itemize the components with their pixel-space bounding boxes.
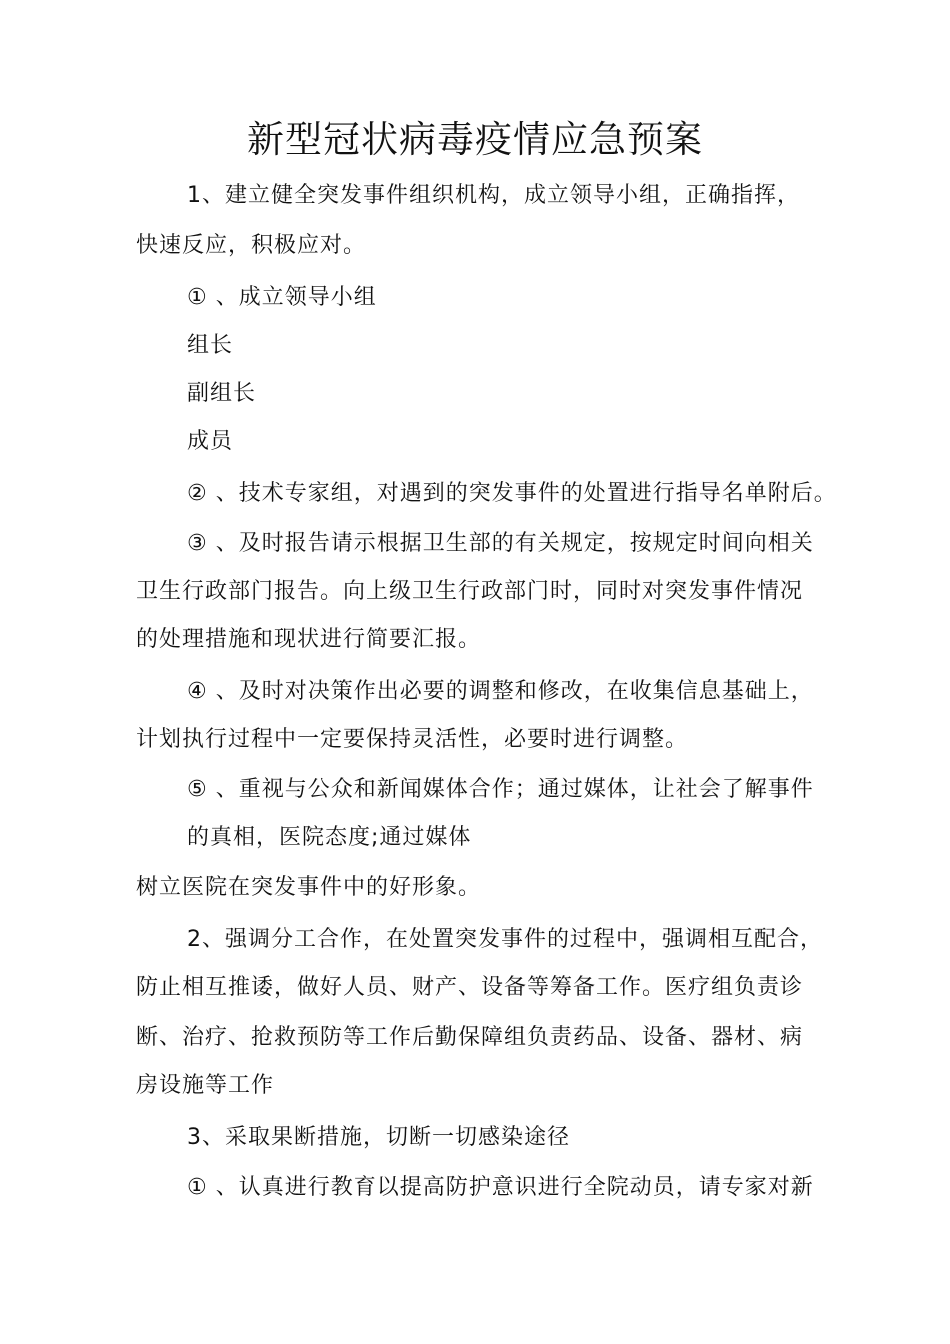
paragraph-line: 的处理措施和现状进行简要汇报。 [136,627,482,652]
paragraph-line: ① 、成立领导小组 [187,285,377,310]
paragraph-line: 房设施等工作 [136,1073,275,1098]
paragraph-line: 1、建立健全突发事件组织机构，成立领导小组，正确指挥， [187,183,800,208]
paragraph-line: 快速反应，积极应对。 [136,233,367,258]
paragraph-line: ① 、认真进行教育以提高防护意识进行全院动员，请专家对新 [187,1175,814,1200]
paragraph-line: ② 、技术专家组，对遇到的突发事件的处置进行指导名单附后。 [187,481,837,506]
paragraph-line: 2、强调分工合作，在处置突发事件的过程中，强调相互配合， [187,927,823,952]
paragraph-line: 副组长 [187,381,257,406]
paragraph-line: 树立医院在突发事件中的好形象。 [136,875,482,900]
paragraph-line: ③ 、及时报告请示根据卫生部的有关规定，按规定时间向相关 [187,531,814,556]
document-title: 新型冠状病毒疫情应急预案 [247,118,703,161]
paragraph-line: ⑤ 、重视与公众和新闻媒体合作；通过媒体，让社会了解事件 [187,777,814,802]
paragraph-line: 防止相互推诿，做好人员、财产、设备等筹备工作。医疗组负责诊 [136,975,804,1000]
paragraph-line: 3、采取果断措施，切断一切感染途径 [187,1125,570,1150]
paragraph-line: 卫生行政部门报告。向上级卫生行政部门时，同时对突发事件情况 [136,579,804,604]
paragraph-line: 计划执行过程中一定要保持灵活性，必要时进行调整。 [136,727,689,752]
paragraph-line: ④ 、及时对决策作出必要的调整和修改，在收集信息基础上， [187,679,814,704]
paragraph-line: 断、治疗、抢救预防等工作后勤保障组负责药品、设备、器材、病 [136,1025,804,1050]
paragraph-line: 的真相，医院态度;通过媒体 [187,825,472,850]
paragraph-line: 组长 [187,333,234,358]
paragraph-line: 成员 [187,429,234,454]
